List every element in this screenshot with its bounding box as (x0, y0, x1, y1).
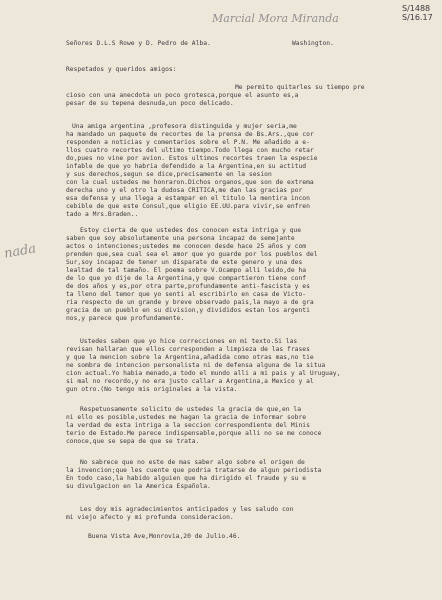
city-line: Washington. (292, 40, 334, 47)
body-line: cioso con una anecdota un poco grotesca,porque el asunto es,a (66, 92, 299, 99)
body-line: actos o intenciones;ustedes me conocen desde hace 25 años y com (66, 243, 307, 250)
greeting-line: Respetados y queridos amigos: (66, 66, 177, 73)
body-line: gun otro.(No tengo mis originales a la vista. (66, 386, 238, 393)
body-line: derecha uno y el otro la dudosa CRITICA,me dan las gracias por (66, 187, 303, 194)
body-line: mi viejo afecto y mi profunda consideracion. (66, 514, 234, 521)
body-line: responden a noticias y comentarios sobre el P.N. Me añadido a e- (66, 139, 310, 146)
closing-line: Buena Vista Ave,Monrovia,20 de Julio.46. (88, 533, 241, 540)
body-line: con la cual ustedes me honraron.Dichos organos,que son de extrema (66, 179, 314, 186)
handwritten-margin-note: nada (2, 241, 38, 262)
body-line: ta lleno del temor que yo senti al escribirlo en casa de Victo- (66, 291, 307, 298)
body-line: No sabrece que no este de mas saber algo sobre el origen de (80, 459, 305, 466)
body-line: revisan hallaran que ellos corresponden a limpieza de las frases (66, 346, 310, 353)
body-line: lealtad de tal tamaño. El poema sobre V.Ocampo alli leido,de ha (66, 267, 307, 274)
body-line: su divulgacion en la America Española. (66, 483, 211, 490)
body-line: ne sombra de intencion personalista ni de defensa alguna de la situa (66, 362, 326, 369)
body-line: saben que soy absolutamente una persona incapaz de semejante (66, 235, 295, 242)
body-line: infable de que yo habria defendido a la Argentina,en su actitud (66, 163, 307, 170)
body-line: de lo que yo dije de la Argentina,y que compartieron tiene conf (66, 275, 307, 282)
body-line: Una amiga argentina ,profesora distinguida y mujer seria,me (72, 123, 297, 130)
body-line: cion actual.Yo habia menado,a todo el mundo alli a mi pais y al Uruguay, (66, 370, 341, 377)
body-line: pesar de su tepena desnuda,un poco delicado. (66, 100, 234, 107)
body-line: esa defensa y una llega a estampar en el titulo la mentira incon (66, 195, 310, 202)
body-line: Ustedes saben que yo hice correcciones en mi texto.Si las (80, 338, 298, 345)
archive-reference-top: S/1488 (402, 4, 431, 13)
recipients-line: Señores D.L.S Rowe y D. Pedro de Alba. (66, 40, 211, 47)
body-line: y sus derechos,segun se dice,precisamente en la sesion (66, 171, 272, 178)
body-line: Estoy cierta de que ustedes dos conocen esta intriga y que (80, 227, 302, 234)
body-line: Me permito quitarles su tiempo pre (235, 84, 365, 91)
body-line: llos cuatro recortes del ultimo tiempo.Todo llega con mucho retar (66, 147, 314, 154)
body-line: cebible de que este Consul,que eligio EE.UU.para vivir,se enfren (66, 203, 310, 210)
body-line: conoce,que se sepa de que se trata. (66, 438, 200, 445)
body-line: si mal no recordo,y no era justo callar a Argentina,a Mexico y al (66, 378, 314, 385)
body-line: ni ello es posible,ustedes me hagan la gracia de informar sobre (66, 414, 307, 421)
body-line: gracia de un pueblo en su division,y divididos estan los argenti (66, 307, 310, 314)
body-line: ha mandado un paquete de recortes de la prensa de Bs.Ars.,que cor (66, 131, 314, 138)
body-line: do,pues no vine por avion. Estos ultimos recortes traen la especie (66, 155, 318, 162)
body-line: la invencion;que les cuente que podria tratarse de algun periodista (66, 467, 322, 474)
body-line: tado a Mrs.Braden.. (66, 211, 139, 218)
body-line: de dos años y es,por otra parte,profundamente anti-fascista y es (66, 283, 310, 290)
body-line: Sur,soy incapaz de tener un disparate de este genero y una des (66, 259, 303, 266)
body-line: terio de Estado.Me parece indispensable,porque alli no se me conoce (66, 430, 322, 437)
body-line: Les doy mis agradecimientos anticipados y les saludo con (80, 506, 294, 513)
body-line: la verdad de esta intriga a la seccion correspondiente del Minis (66, 422, 310, 429)
handwritten-annotation-top: Marcial Mora Miranda (212, 12, 339, 25)
body-line: nos,y parece que profundamente. (66, 315, 185, 322)
body-line: prenden que,sea cual sea el amor que yo guarde por los pueblos del (66, 251, 318, 258)
body-line: Respetuosamente solicito de ustedes la gracia de que,en la (80, 406, 302, 413)
body-line: En todo caso,la habido alguien que ha dirigido el fraude y su e (66, 475, 307, 482)
body-line: y que la mencion sobre la Argentina,añadida como otras mas,no tie (66, 354, 314, 361)
body-line: ria respecto de un grande y breve observado pais,la mayo a de gra (66, 299, 314, 306)
archive-reference-bottom: S/16.17 (402, 13, 433, 22)
